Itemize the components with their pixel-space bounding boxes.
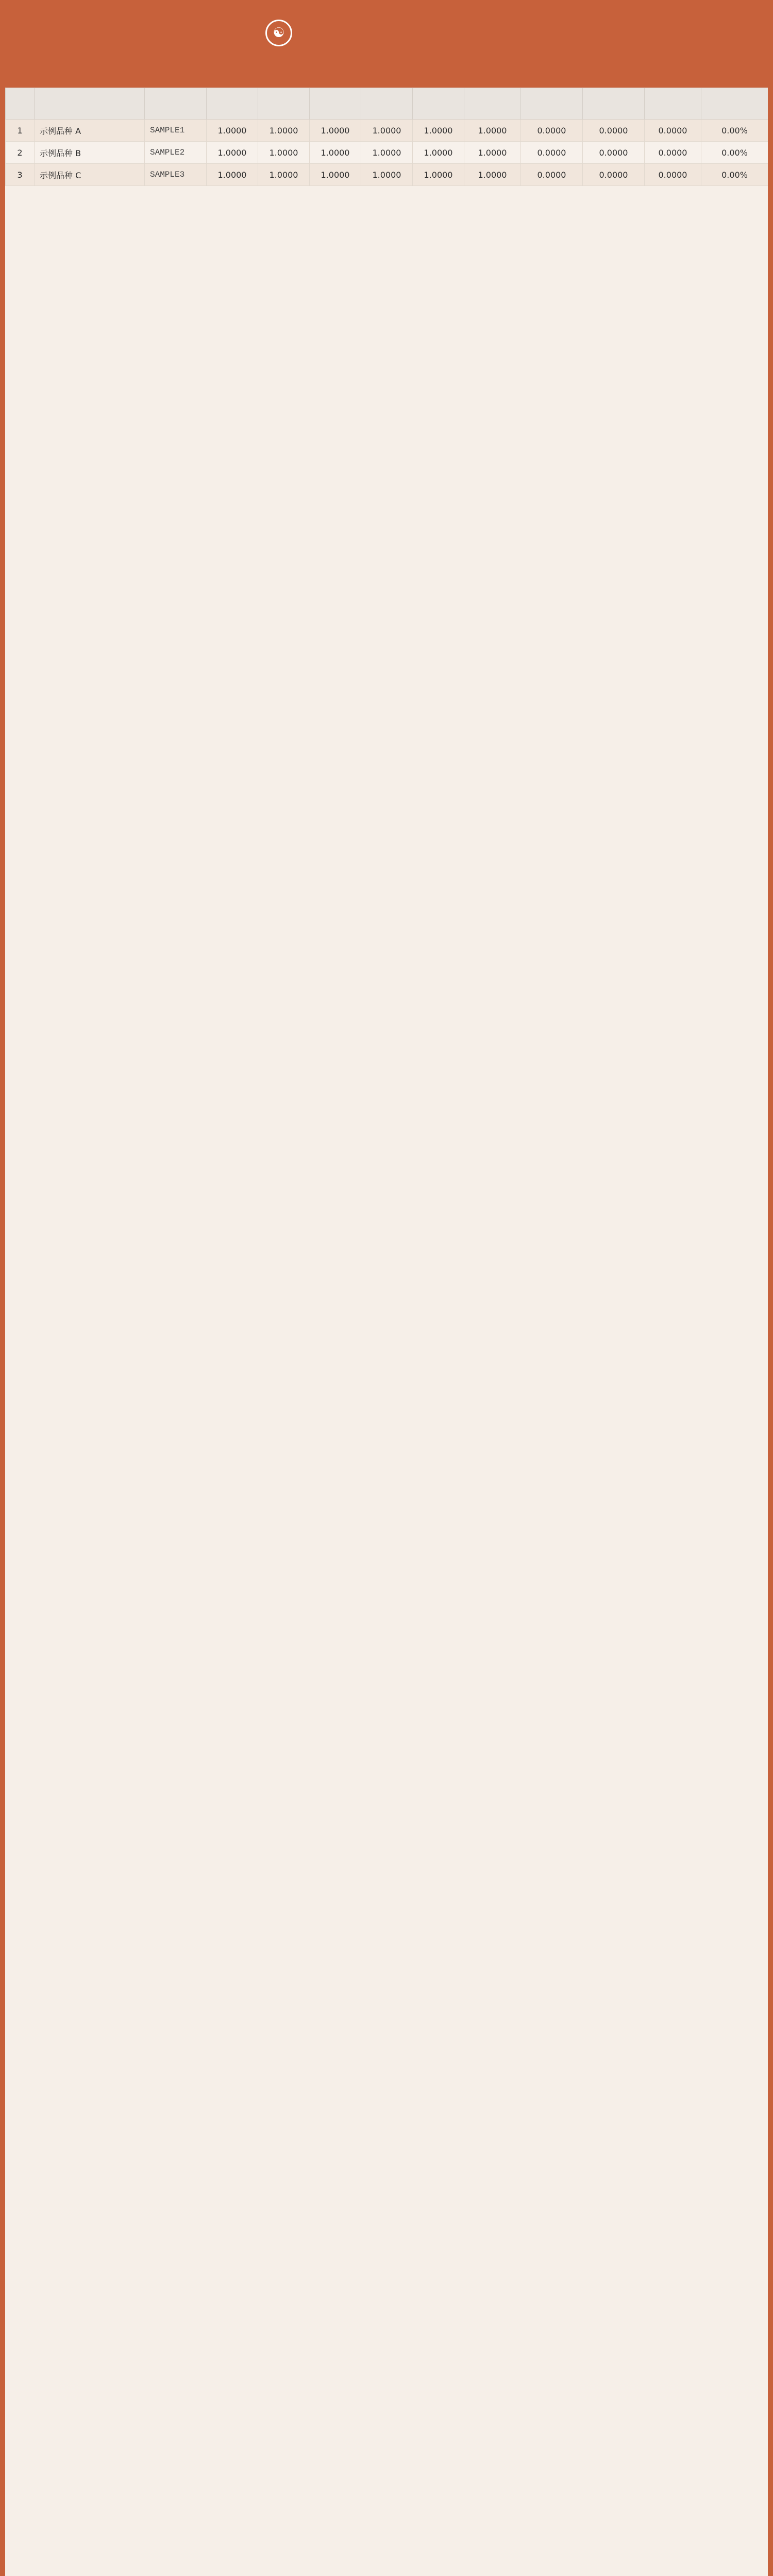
column-header xyxy=(701,88,768,120)
table-cell: 示例品种 B xyxy=(35,142,145,164)
table-cell: 0.0000 xyxy=(521,120,583,142)
table-cell: 1.0000 xyxy=(310,120,361,142)
column-header xyxy=(310,88,361,120)
table-cell: 1.0000 xyxy=(207,120,258,142)
column-header xyxy=(645,88,701,120)
table-cell: 1.0000 xyxy=(361,120,413,142)
table-cell: 0.0000 xyxy=(521,164,583,186)
table-cell: 1 xyxy=(6,120,35,142)
table-row xyxy=(6,142,768,164)
table-cell: 0.0000 xyxy=(583,120,645,142)
table-cell: 1.0000 xyxy=(361,142,413,164)
table-cell: 0.0000 xyxy=(583,164,645,186)
table-cell: 1.0000 xyxy=(413,120,464,142)
forecast-table xyxy=(5,88,768,186)
table-cell: 1.0000 xyxy=(413,142,464,164)
table-cell: 1.0000 xyxy=(258,142,310,164)
column-header xyxy=(583,88,645,120)
forecast-table-container xyxy=(5,88,768,2576)
title-chinese xyxy=(304,19,500,44)
table-cell: SAMPLE2 xyxy=(145,142,207,164)
column-header xyxy=(207,88,258,120)
table-cell: 0.0000 xyxy=(583,142,645,164)
table-cell: 1.0000 xyxy=(258,164,310,186)
table-cell: 1.0000 xyxy=(310,142,361,164)
table-row xyxy=(6,120,768,142)
table-cell: 示例品种 C xyxy=(35,164,145,186)
column-header xyxy=(258,88,310,120)
table-cell: 0.0000 xyxy=(645,164,701,186)
table-cell: 0.0000 xyxy=(645,120,701,142)
column-header xyxy=(413,88,464,120)
table-cell: SAMPLE3 xyxy=(145,164,207,186)
table-cell: 1.0000 xyxy=(207,142,258,164)
table-cell: 1.0000 xyxy=(207,164,258,186)
table-cell: 0.00% xyxy=(701,142,768,164)
table-cell: 0.00% xyxy=(701,120,768,142)
column-header xyxy=(464,88,521,120)
header xyxy=(5,5,768,88)
column-header xyxy=(35,88,145,120)
table-row xyxy=(6,164,768,186)
table-cell: 1.0000 xyxy=(464,142,521,164)
table-cell: 0.0000 xyxy=(645,142,701,164)
table-cell: 1.0000 xyxy=(361,164,413,186)
table-cell: 0.0000 xyxy=(521,142,583,164)
table-cell: 1.0000 xyxy=(258,120,310,142)
table-cell: 1.0000 xyxy=(464,164,521,186)
logo-icon: ☯ xyxy=(265,20,292,46)
page-frame xyxy=(5,5,768,2576)
table-header-row xyxy=(6,88,768,120)
table-cell: 2 xyxy=(6,142,35,164)
column-header xyxy=(145,88,207,120)
table-cell: 0.00% xyxy=(701,164,768,186)
table-cell: 3 xyxy=(6,164,35,186)
column-header xyxy=(361,88,413,120)
table-cell: 示例品种 A xyxy=(35,120,145,142)
table-cell: 1.0000 xyxy=(413,164,464,186)
table-body xyxy=(6,120,768,186)
column-header xyxy=(6,88,35,120)
table-cell: SAMPLE1 xyxy=(145,120,207,142)
table-cell: 1.0000 xyxy=(464,120,521,142)
column-header xyxy=(521,88,583,120)
table-cell: 1.0000 xyxy=(310,164,361,186)
